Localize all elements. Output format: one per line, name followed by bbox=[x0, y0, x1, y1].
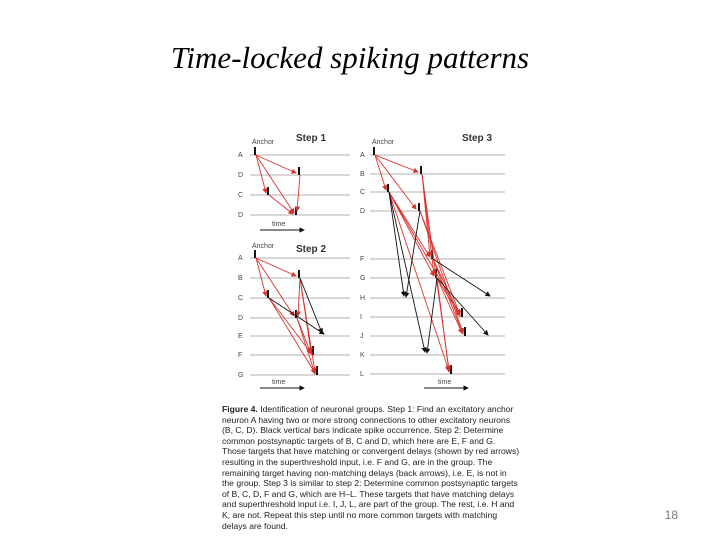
step1-title: Step 1 bbox=[296, 133, 327, 144]
step3-row-label-4: D bbox=[360, 208, 366, 215]
slide-title: Time-locked spiking patterns bbox=[170, 40, 530, 75]
step3-row-label-7: H bbox=[360, 295, 366, 302]
step1-rows bbox=[238, 152, 350, 219]
step1-time-axis bbox=[260, 221, 304, 230]
figure-caption bbox=[222, 404, 520, 531]
step2-row-label-1: A bbox=[238, 255, 243, 262]
step2-row-label-4: D bbox=[238, 315, 244, 322]
step2-title: Step 2 bbox=[296, 244, 327, 255]
step2-panel bbox=[238, 243, 350, 388]
step3-row-label-8: I bbox=[360, 314, 362, 321]
step3-row-label-11: L bbox=[360, 371, 364, 378]
step3-spike-bars bbox=[373, 147, 466, 374]
step2-rows bbox=[238, 255, 350, 379]
step3-title: Step 3 bbox=[462, 133, 493, 144]
step2-row-label-3: C bbox=[238, 295, 244, 302]
step3-anchor-label: Anchor bbox=[372, 139, 395, 146]
step2-row-label-6: F bbox=[238, 352, 243, 359]
step1-row-label-3: C bbox=[238, 192, 244, 199]
step3-time-axis bbox=[424, 379, 468, 388]
step3-panel bbox=[360, 133, 505, 388]
step3-row-label-10: K bbox=[360, 352, 365, 359]
step2-time-axis bbox=[260, 379, 304, 388]
step3-row-label-2: B bbox=[360, 171, 365, 178]
step2-black-arrows bbox=[269, 278, 324, 334]
step2-anchor-label: Anchor bbox=[252, 243, 275, 250]
neuronal-groups-figure bbox=[220, 126, 520, 396]
step2-time-label: time bbox=[272, 379, 286, 386]
step1-arrows bbox=[256, 155, 300, 214]
step1-row-label-1: A bbox=[238, 152, 243, 159]
step3-time-label: time bbox=[438, 379, 452, 386]
slide-number: 18 bbox=[664, 508, 678, 522]
step2-row-label-5: E bbox=[238, 333, 243, 340]
step3-row-label-1: A bbox=[360, 152, 365, 159]
step1-row-label-4: D bbox=[238, 212, 244, 219]
caption-label: Figure 4. bbox=[222, 404, 258, 414]
step1-time-label: time bbox=[272, 221, 286, 228]
step2-row-label-2: B bbox=[238, 275, 243, 282]
step3-row-label-9: J bbox=[360, 333, 364, 340]
step3-row-label-6: G bbox=[360, 275, 366, 282]
step3-row-label-5: F bbox=[360, 256, 365, 263]
step2-row-label-7: G bbox=[238, 372, 244, 379]
step1-row-label-2: D bbox=[238, 172, 244, 179]
step2-red-arrows bbox=[256, 258, 315, 374]
caption-text: Identification of neuronal groups. Step 1: Find an excitatory anchor neuron A having two or more strong connections to other excitatory neurons (B, C, D). Black vertical bars indicate spike occurrence. Step 2: Determine common postsynaptic targets of B, C and D, which here are E, F and G. Those targets that have matching or convergent delays (shown by red arrows) resulting in the superthreshold input, i.e. F and G, are in the group. The remaining target having non-matching delays (back arrows), i.e. E, is not in the group. Step 3 is similar to step 2: Determine common postsynaptic targets of B, C, D, F and G, which are H–L. These targets that have matching delays and superthreshold input i.e. I, J, L, are part of the group. The rest, i.e. H and K, are not. Repeat this step until no more common targets with matching delays are found. bbox=[222, 404, 520, 531]
step2-spike-bars bbox=[254, 250, 318, 375]
step1-panel bbox=[238, 133, 350, 230]
step1-anchor-label: Anchor bbox=[252, 139, 275, 146]
step3-row-label-3: C bbox=[360, 189, 366, 196]
